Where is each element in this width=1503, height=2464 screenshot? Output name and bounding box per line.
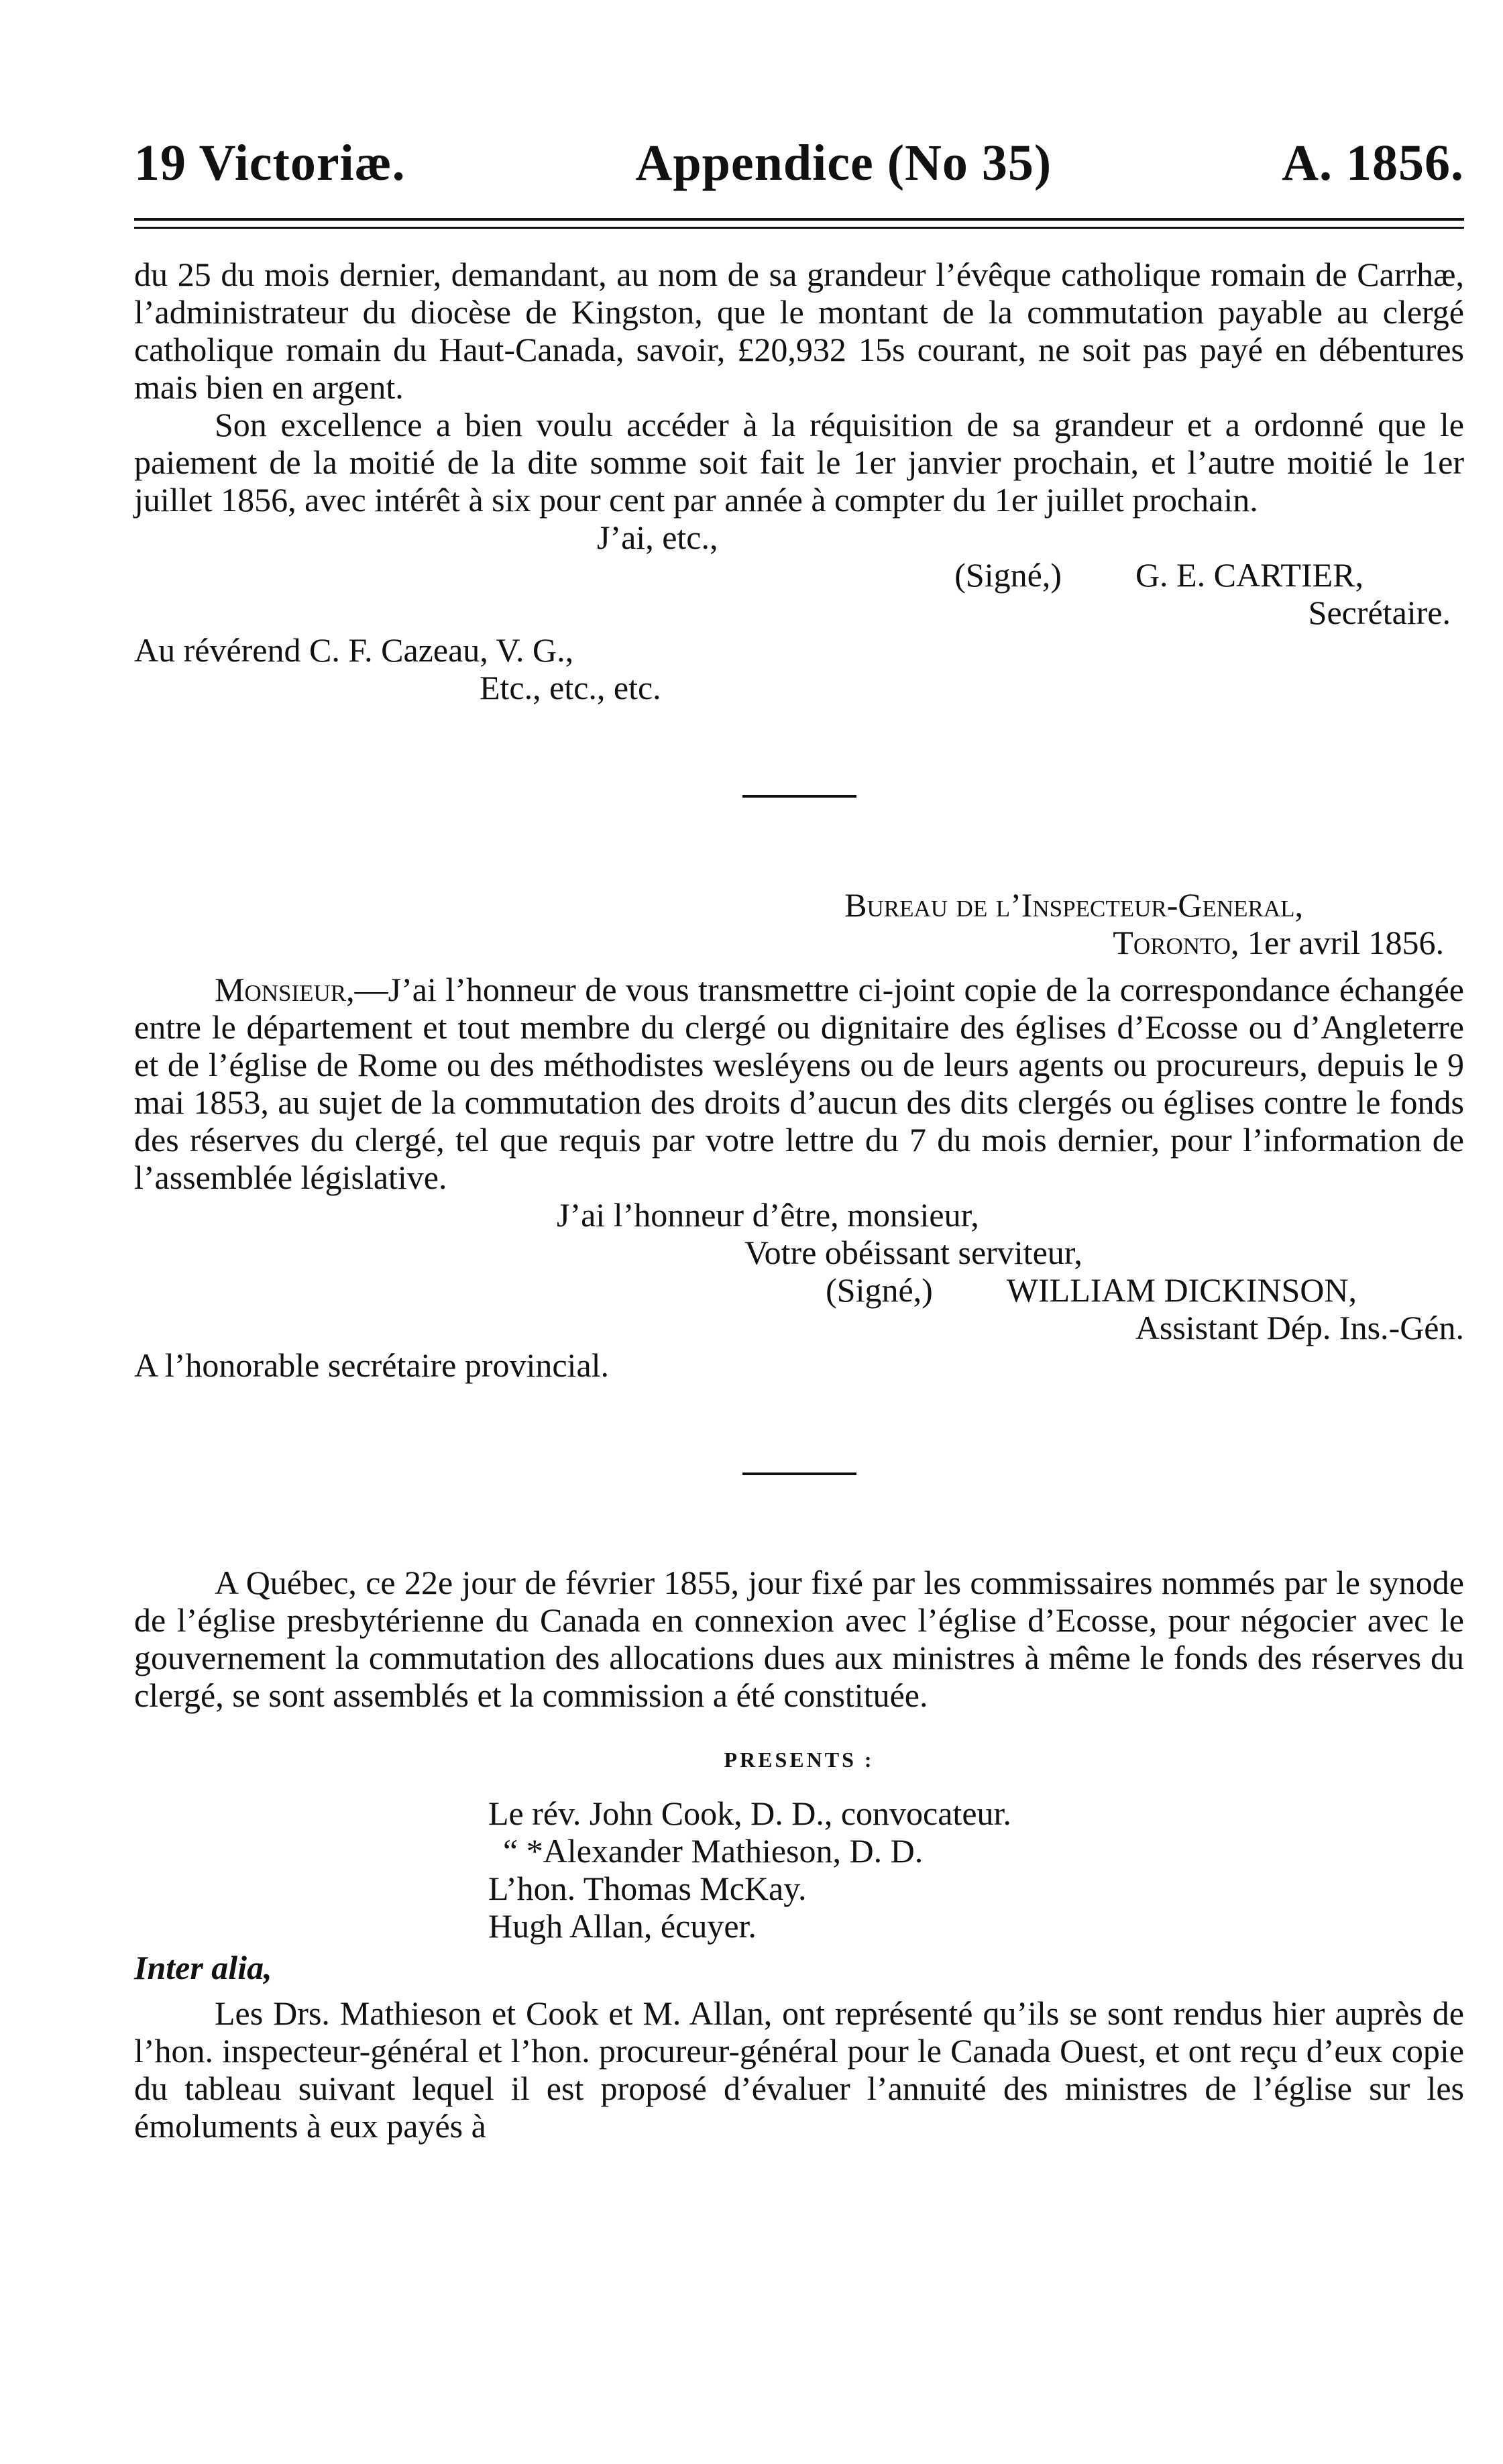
letter1-paragraph2: Son excellence a bien voulu accéder à la réquisition de sa grandeur et a ordonné que le paiement de la moitié de la dite somme soit fait le 1er janvier prochain, et l’autre moitié le 1er juillet 1856, avec intérêt à six pour cent par année à compter du 1er juillet prochain. [134,406,1464,519]
letter1-signer: G. E. CARTIER, [1135,556,1363,594]
synod-minutes [134,1564,1464,2145]
letter2-closing1: J’ai l’honneur d’être, monsieur, [557,1196,979,1234]
letter1-addressee-line2: Etc., etc., etc. [480,669,661,706]
letter1-paragraph1: du 25 du mois dernier, demandant, au nom de sa grandeur l’évêque catholique romain de Carrhæ, l’administrateur du diocèse de Kingston, que le montant de la commutation payable au clergé catholique romain du Haut-Canada, savoir, £20,932 15s courant, ne soit pas payé en débentures mais bien en argent. [134,256,1464,406]
letter1-addressee-line1: Au révérend C. F. Cazeau, V. G., [134,631,574,669]
header-year: A. 1856. [1282,135,1464,191]
section-divider-2 [742,1472,856,1475]
letter2-salutation: Monsieur, [215,971,355,1008]
running-header [134,135,1464,191]
inter-alia: Inter alia, [134,1949,272,1986]
section-divider-1 [742,795,856,798]
present-item: L’hon. Thomas McKay. [488,1870,807,1907]
letter2-signature-row [134,1271,1464,1309]
letter1-signer-title: Secrétaire. [1308,594,1451,631]
presents-list [134,1795,1464,1945]
letter2-office: Bureau de l’Inspecteur-General, [844,886,1303,924]
present-item: Le rév. John Cook, D. D., convocateur. [488,1795,1011,1832]
letter2-signer-title: Assistant Dép. Ins.-Gén. [1135,1309,1464,1346]
letter2-body-text: —J’ai l’honneur de vous transmettre ci-joint copie de la correspondance échangée entre le département et tout membre du clergé ou dignitaire des églises d’Ecosse ou d’Angleterre et de l’église de Rome ou des méthodistes wesléyens ou de leurs agents ou procureurs, depuis le 9 mai 1853, au sujet de la commutation des droits d’aucun des dits clergés ou églises contre le fonds des réserves du clergé, tel que requis par votre lettre du 7 du mois dernier, pour l’information de l’assemblée législative. [134,971,1464,1196]
header-appendix: Appendice (No 35) [635,135,1052,191]
letter2-signed: (Signé,) [826,1271,933,1309]
letter2-body [134,971,1464,1196]
letter-dickinson [134,886,1464,1384]
letter1-signature-row [134,556,1464,594]
letter2-signer: WILLIAM DICKINSON, [1006,1271,1357,1309]
letter-cartier [134,256,1464,706]
letter2-place-date [134,924,1464,961]
letter1-signed: (Signé,) [954,556,1062,594]
letter2-closing2: Votre obéissant serviteur, [744,1234,1082,1271]
present-item: “ *Alexander Mathieson, D. D. [503,1832,924,1870]
header-session: 19 Victoriæ. [134,135,406,191]
letter2-addressee: A l’honorable secrétaire provincial. [134,1346,610,1384]
minutes-paragraph2: Les Drs. Mathieson et Cook et M. Allan, ont représenté qu’ils se sont rendus hier auprès de l’hon. inspecteur-général et l’hon. procureur-général pour le Canada Ouest, et ont reçu d’eux copie du tableau suivant lequel il est proposé d’évaluer l’annuité des ministres de l’église sur les émoluments à eux payés à [134,1994,1464,2145]
letter2-city: Toronto, [1113,924,1239,961]
letter1-closing: J’ai, etc., [597,519,718,556]
minutes-paragraph1: A Québec, ce 22e jour de février 1855, jour fixé par les commissaires nommés par le synode de l’église presbytérienne du Canada en connexion avec l’église d’Ecosse, pour négocier avec le gouvernement la commutation des allocations dues aux ministres à même le fonds des réserves du clergé, se sont assemblés et la commission a été constituée. [134,1564,1464,1714]
letter2-date: 1er avril 1856. [1247,924,1444,961]
header-double-rule [134,218,1464,229]
presents-label: PRESENTS : [724,1748,875,1772]
present-item: Hugh Allan, écuyer. [488,1907,757,1945]
